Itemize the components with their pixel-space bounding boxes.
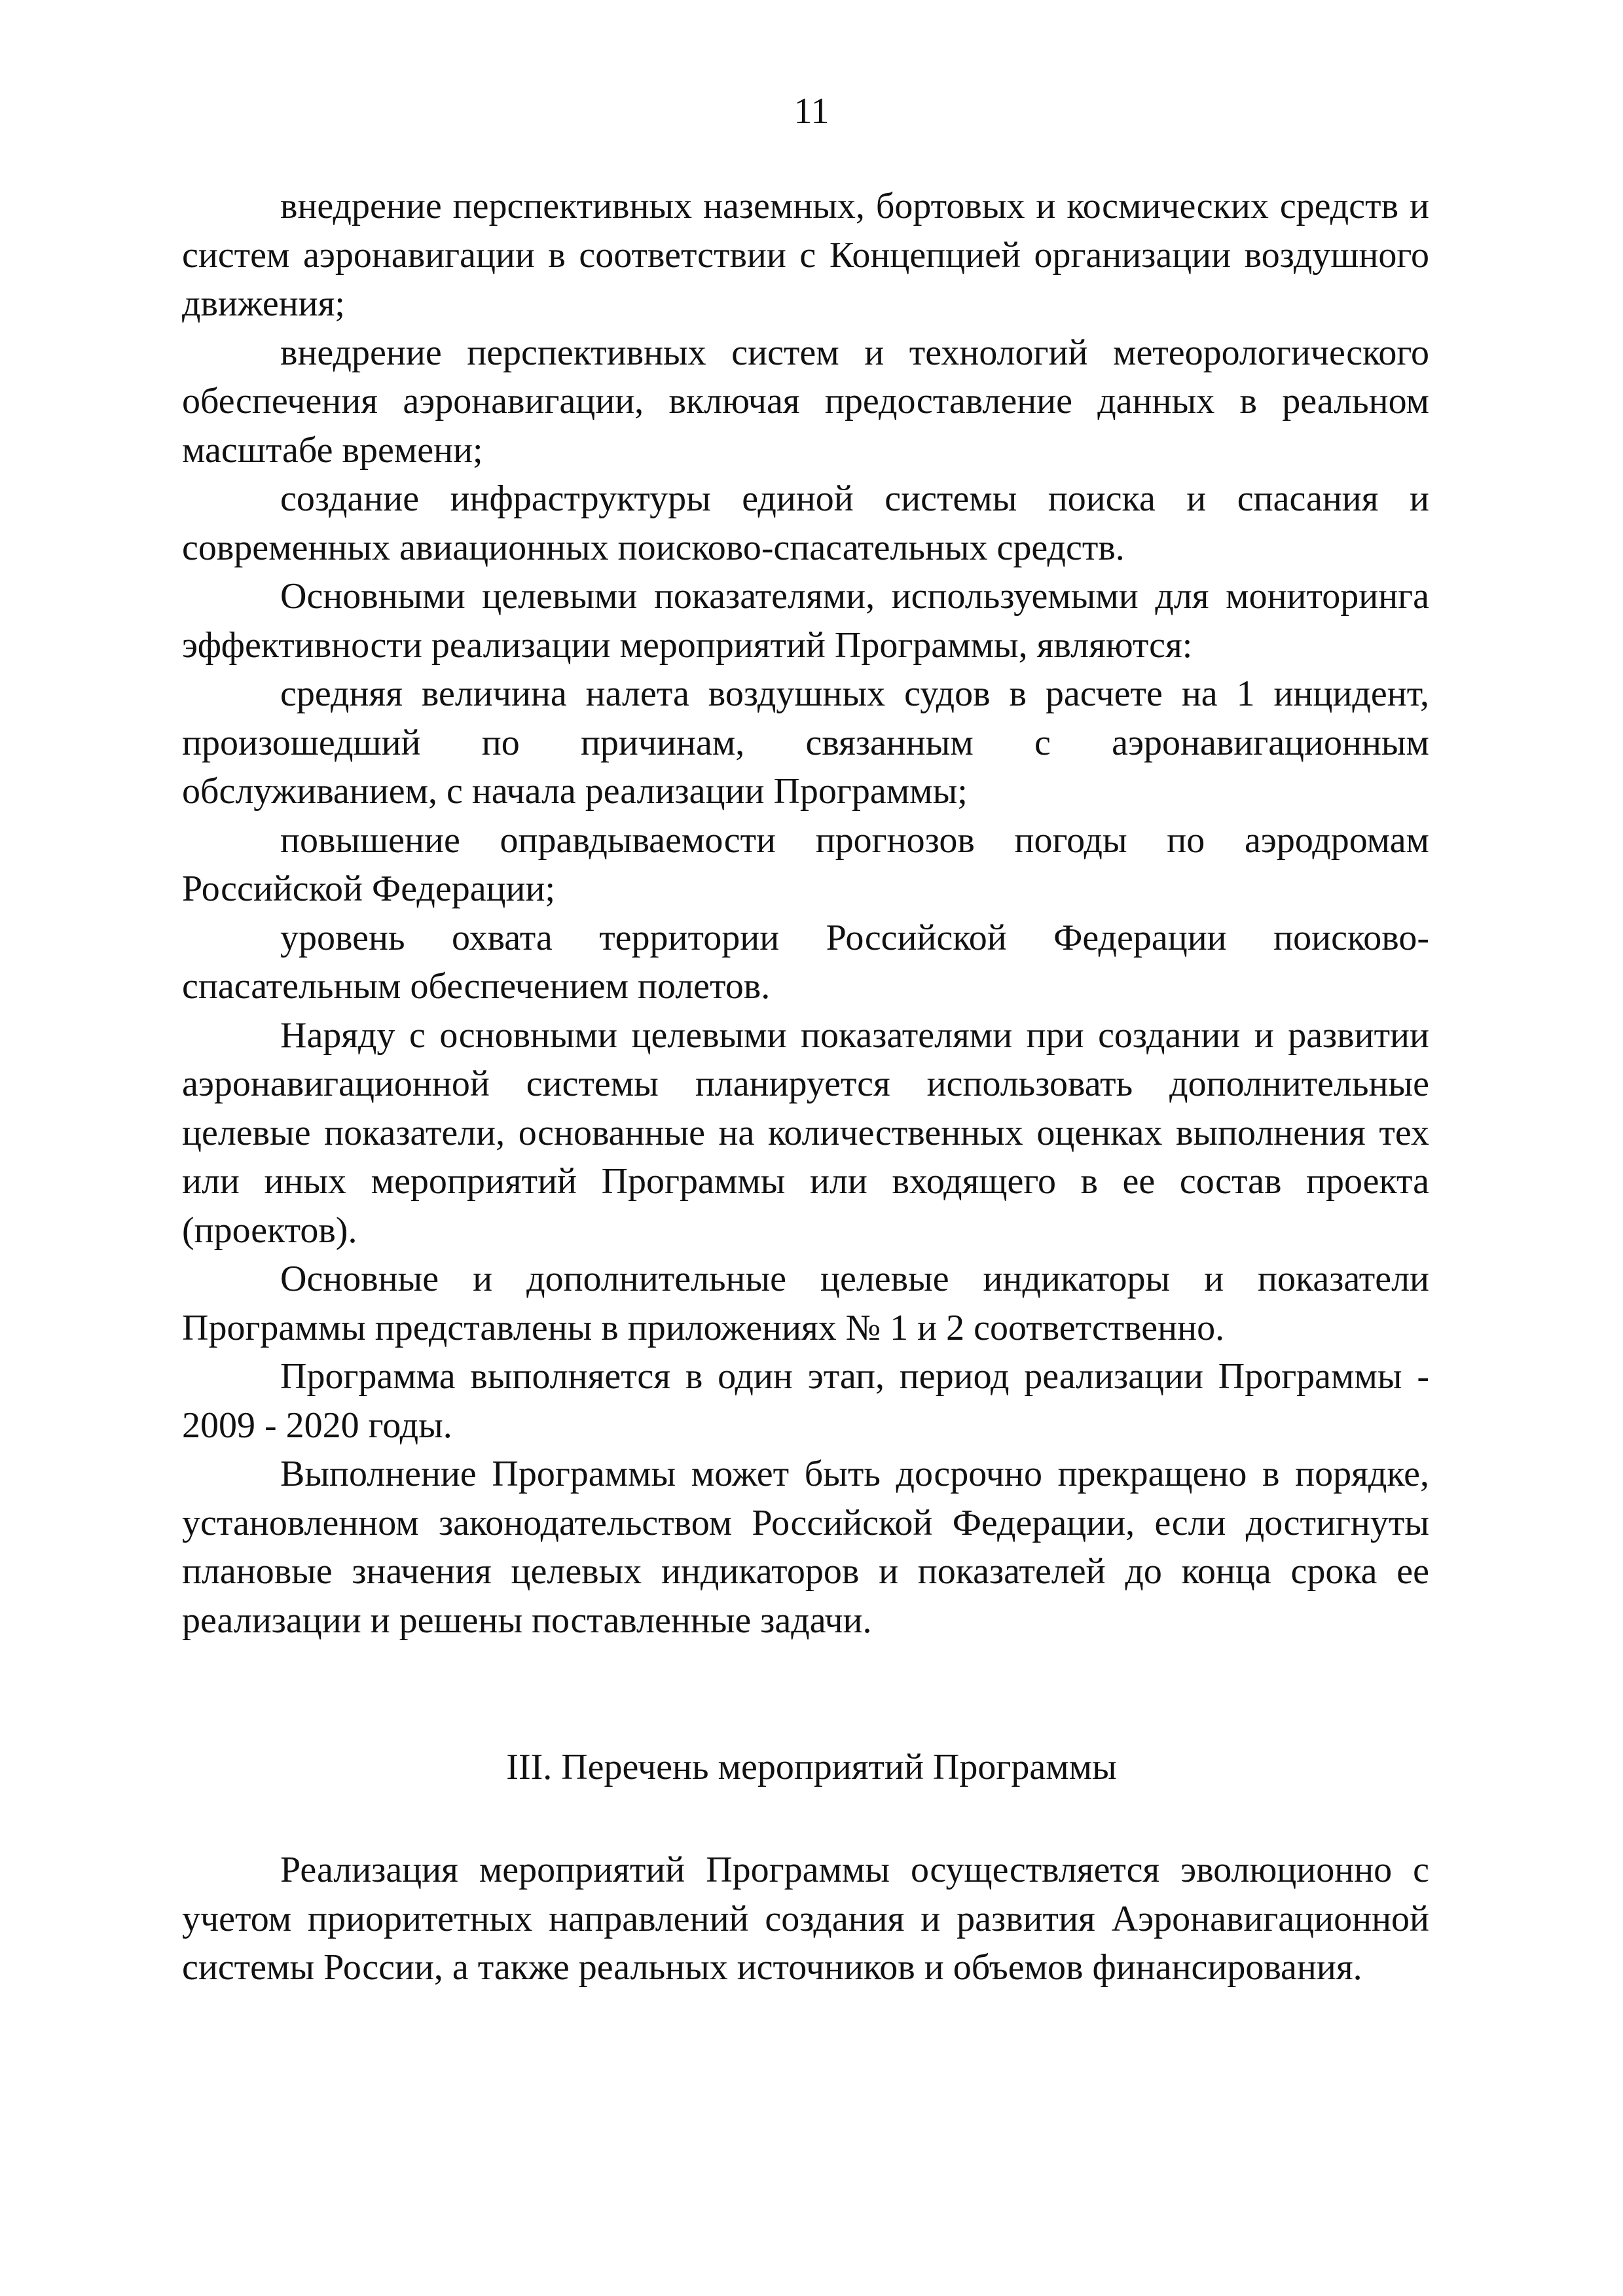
section-body-text <box>182 1846 1429 1992</box>
paragraph: Программа выполняется в один этап, период реализации Программы - 2009 - 2020 годы. <box>182 1356 1429 1446</box>
body-text <box>182 182 1429 1645</box>
paragraph: уровень охвата территории Российской Федерации поисково-спасательным обеспечением полетов. <box>182 917 1429 1007</box>
paragraph: Наряду с основными целевыми показателями при создании и развитии аэронавигационной системы планируется использовать дополнительные целевые показатели, основанные на количественных оценках выполнения тех или иных мероприятий Программы или входящего в ее состав проекта (проектов). <box>182 1014 1429 1251</box>
paragraph: создание инфраструктуры единой системы поиска и спасания и современных авиационных поисково-спасательных средств. <box>182 478 1429 568</box>
page-number: 11 <box>793 91 830 132</box>
paragraph: Основные и дополнительные целевые индикаторы и показатели Программы представлены в приложениях № 1 и 2 соответственно. <box>182 1259 1429 1348</box>
paragraph: повышение оправдываемости прогнозов погоды по аэродромам Российской Федерации; <box>182 819 1429 909</box>
paragraph: внедрение перспективных наземных, бортовых и космических средств и систем аэронавигации в соответствии с Концепцией организации воздушного движения; <box>182 186 1429 324</box>
paragraph: средняя величина налета воздушных судов в расчете на 1 инцидент, произошедший по причинам, связанным с аэронавигационным обслуживанием, с начала реализации Программы; <box>182 673 1429 812</box>
section-heading: III. Перечень мероприятий Программы <box>506 1747 1117 1787</box>
paragraph: Выполнение Программы может быть досрочно прекращено в порядке, установленном законодательством Российской Федерации, если достигнуты плановые значения целевых индикаторов и показателей до конца срока ее реализации и решены поставленные задачи. <box>182 1454 1429 1641</box>
paragraph: внедрение перспективных систем и технологий метеорологического обеспечения аэронавигации, включая предоставление данных в реальном масштабе времени; <box>182 332 1429 471</box>
paragraph: Реализация мероприятий Программы осуществляется эволюционно с учетом приоритетных направлений создания и развития Аэронавигационной системы России, а также реальных источников и объемов финансирования. <box>182 1850 1429 1988</box>
paragraph: Основными целевыми показателями, используемыми для мониторинга эффективности реализации мероприятий Программы, являются: <box>182 576 1429 666</box>
